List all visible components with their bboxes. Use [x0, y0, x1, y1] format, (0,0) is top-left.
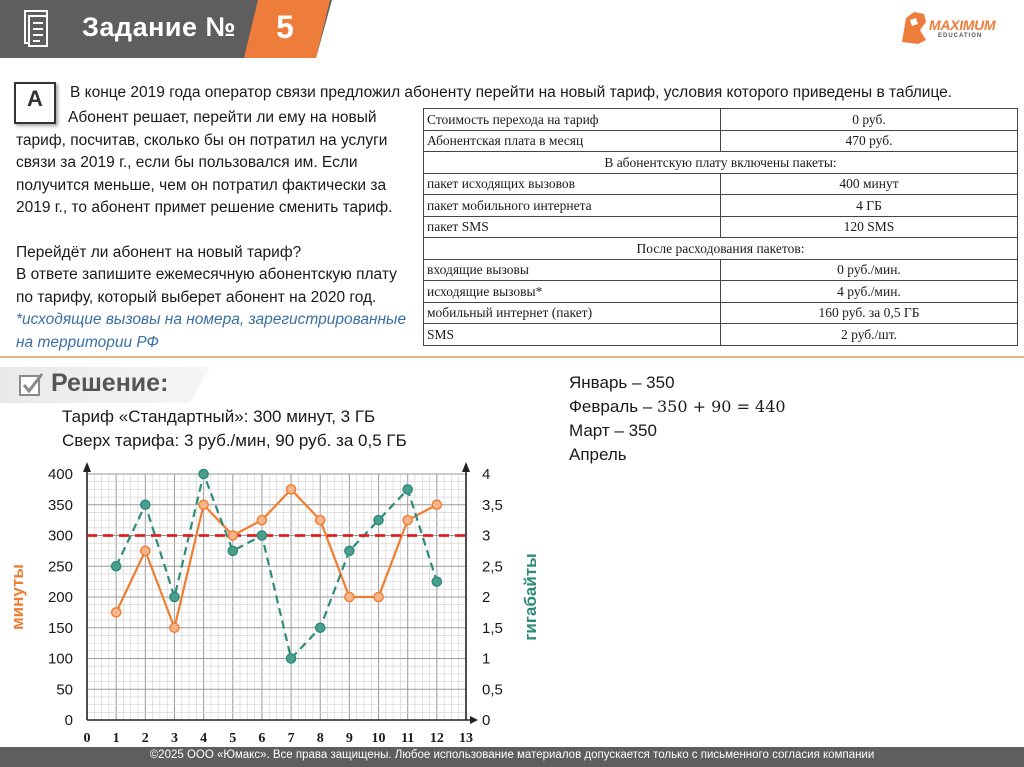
minutes-data-point — [141, 546, 150, 555]
x-tick-label: 4 — [200, 731, 208, 746]
right-tick-label: 4 — [482, 466, 491, 483]
x-tick-label: 10 — [371, 731, 386, 746]
gigabytes-data-point — [286, 654, 295, 663]
right-tick-label: 0 — [482, 712, 491, 729]
months-list — [569, 371, 786, 467]
gigabytes-data-point — [170, 592, 179, 601]
table-cell-value: 160 руб. за 0,5 ГБ — [721, 302, 1018, 324]
left-tick-label: 400 — [47, 466, 73, 483]
task-paragraph-line: тариф, посчитав, сколько бы он потратил на услуги — [16, 131, 388, 149]
table-row — [424, 216, 1018, 238]
gigabytes-data-point — [228, 546, 237, 555]
task-number: 5 — [276, 9, 294, 45]
month-line — [569, 371, 786, 395]
month-formula: 350 + 90 = 440 — [657, 397, 786, 416]
table-cell-value: 0 руб./мин. — [721, 259, 1018, 281]
document-icon — [22, 8, 52, 48]
right-tick-label: 1,5 — [482, 619, 503, 637]
table-row — [424, 109, 1018, 131]
left-tick-label: 0 — [64, 712, 73, 729]
minutes-data-point — [286, 485, 295, 494]
left-tick-label: 150 — [47, 619, 73, 637]
minutes-data-point — [170, 623, 179, 632]
month-text: Апрель — [569, 445, 627, 464]
table-cell-label: пакет исходящих вызовов — [424, 173, 721, 195]
standard-tariff-line: Тариф «Стандартный»: 300 минут, 3 ГБ — [62, 407, 376, 426]
table-cell-value: 120 SMS — [721, 216, 1018, 238]
table-section-header: После расходования пакетов: — [424, 238, 1018, 260]
gigabytes-data-point — [374, 516, 383, 525]
task-question-line: Перейдёт ли абонент на новый тариф? — [16, 243, 302, 261]
right-axis-arrow — [462, 462, 470, 472]
minutes-data-point — [316, 516, 325, 525]
table-row — [424, 324, 1018, 346]
gigabytes-data-point — [432, 577, 441, 586]
left-tick-label: 350 — [47, 496, 73, 514]
left-axis-arrow — [83, 462, 91, 472]
x-tick-label: 9 — [345, 731, 353, 746]
gigabytes-data-point — [403, 485, 412, 494]
minutes-data-point — [228, 531, 237, 540]
section-divider — [0, 356, 1024, 358]
x-tick-label: 2 — [141, 731, 149, 746]
gigabytes-data-point — [257, 531, 266, 540]
logo-subtext: EDUCATION — [938, 33, 983, 39]
minutes-data-point — [345, 592, 354, 601]
gigabytes-data-point — [141, 500, 150, 509]
minutes-data-point — [432, 500, 441, 509]
gigabytes-data-point — [316, 623, 325, 632]
x-tick-label: 0 — [83, 731, 91, 746]
minutes-data-point — [112, 608, 121, 617]
x-tick-label: 6 — [258, 731, 266, 746]
month-line — [569, 443, 786, 467]
x-tick-label: 7 — [287, 731, 295, 746]
table-cell-value: 470 руб. — [721, 130, 1018, 152]
task-paragraph-line: Абонент решает, перейти ли ему на новый — [68, 109, 377, 126]
task-question-line: В ответе запишите ежемесячную абонентскую плату — [16, 266, 397, 283]
minutes-data-point — [403, 516, 412, 525]
table-cell-label: Стоимость перехода на тариф — [424, 109, 721, 131]
table-section-row — [424, 238, 1018, 260]
task-title: Задание № — [82, 12, 237, 42]
gigabytes-data-point — [345, 546, 354, 555]
left-tick-label: 100 — [47, 650, 73, 668]
right-axis-title: гигабайты — [521, 553, 540, 641]
task-question-line: по тарифу, который выберет абонент на 2020 год. — [16, 288, 377, 306]
x-tick-label: 1 — [112, 731, 120, 746]
x-tick-label: 5 — [229, 731, 237, 746]
month-text: Январь – 350 — [569, 373, 675, 392]
minutes-data-point — [374, 592, 383, 601]
table-cell-label: мобильный интернет (пакет) — [424, 302, 721, 324]
table-cell-label: пакет мобильного интернета — [424, 195, 721, 217]
right-tick-label: 1 — [482, 650, 491, 668]
table-section-header: В абонентскую плату включены пакеты: — [424, 152, 1018, 174]
left-tick-label: 50 — [56, 681, 73, 699]
variant-badge: А — [27, 86, 43, 111]
task-paragraph-line: получится меньше, чем он потратил фактически за — [16, 176, 387, 194]
tariff-table — [423, 108, 1018, 346]
month-line — [569, 419, 786, 443]
month-line — [569, 395, 786, 419]
task-note-line: *исходящие вызовы на номера, зарегистрированные — [16, 311, 407, 328]
table-cell-value: 400 минут — [721, 173, 1018, 195]
table-cell-label: SMS — [424, 324, 721, 346]
right-tick-label: 2,5 — [482, 558, 503, 576]
table-row — [424, 195, 1018, 217]
table-cell-value: 4 руб./мин. — [721, 281, 1018, 303]
left-tick-label: 250 — [47, 558, 73, 576]
task-note-line: на территории РФ — [16, 333, 159, 351]
overage-line: Сверх тарифа: 3 руб./мин, 90 руб. за 0,5 ГБ — [62, 431, 407, 450]
gigabytes-data-point — [199, 469, 208, 478]
table-cell-label: Абонентская плата в месяц — [424, 130, 721, 152]
right-tick-label: 0,5 — [482, 681, 503, 699]
task-intro: В конце 2019 года оператор связи предложил абоненту перейти на новый тариф, условия которого приведены в таблице. — [70, 84, 953, 101]
table-cell-value: 4 ГБ — [721, 195, 1018, 217]
right-tick-label: 3,5 — [482, 496, 503, 514]
checkbox-check-icon — [18, 371, 44, 397]
table-section-row — [424, 152, 1018, 174]
month-text: Март – 350 — [569, 421, 657, 440]
task-paragraph-line: связи за 2019 г., если бы пользовался им. Если — [16, 154, 358, 171]
x-tick-label: 13 — [459, 731, 473, 746]
task-paragraph-line: 2019 г., то абонент примет решение сменить тариф. — [16, 199, 393, 216]
table-cell-value: 2 руб./шт. — [721, 324, 1018, 346]
table-row — [424, 281, 1018, 303]
table-row — [424, 259, 1018, 281]
table-cell-value: 0 руб. — [721, 109, 1018, 131]
table-cell-label: пакет SMS — [424, 216, 721, 238]
gigabytes-data-point — [112, 562, 121, 571]
task-text — [16, 107, 411, 354]
x-tick-label: 3 — [170, 731, 178, 746]
minutes-data-point — [199, 500, 208, 509]
left-tick-label: 200 — [47, 589, 73, 606]
right-tick-label: 2 — [482, 589, 491, 606]
usage-chart — [0, 462, 540, 747]
table-row — [424, 302, 1018, 324]
table-cell-label: исходящие вызовы* — [424, 281, 721, 303]
minutes-data-point — [257, 516, 266, 525]
x-tick-label: 8 — [316, 731, 324, 746]
table-row — [424, 173, 1018, 195]
table-row — [424, 130, 1018, 152]
footer-copyright: ©2025 ООО «Юмакс». Все права защищены. Любое использование материалов допускается только с письменного согласия компании — [149, 749, 875, 761]
x-axis-arrow — [470, 716, 478, 724]
left-axis-title: минуты — [8, 564, 27, 630]
solution-title: Решение: — [51, 369, 169, 397]
left-tick-label: 300 — [47, 527, 73, 545]
x-tick-label: 11 — [401, 731, 415, 746]
month-text: Февраль – — [569, 397, 657, 416]
table-cell-label: входящие вызовы — [424, 259, 721, 281]
right-tick-label: 3 — [482, 527, 491, 545]
x-tick-label: 12 — [429, 731, 444, 746]
logo-text: MAXIMUM — [929, 17, 996, 33]
